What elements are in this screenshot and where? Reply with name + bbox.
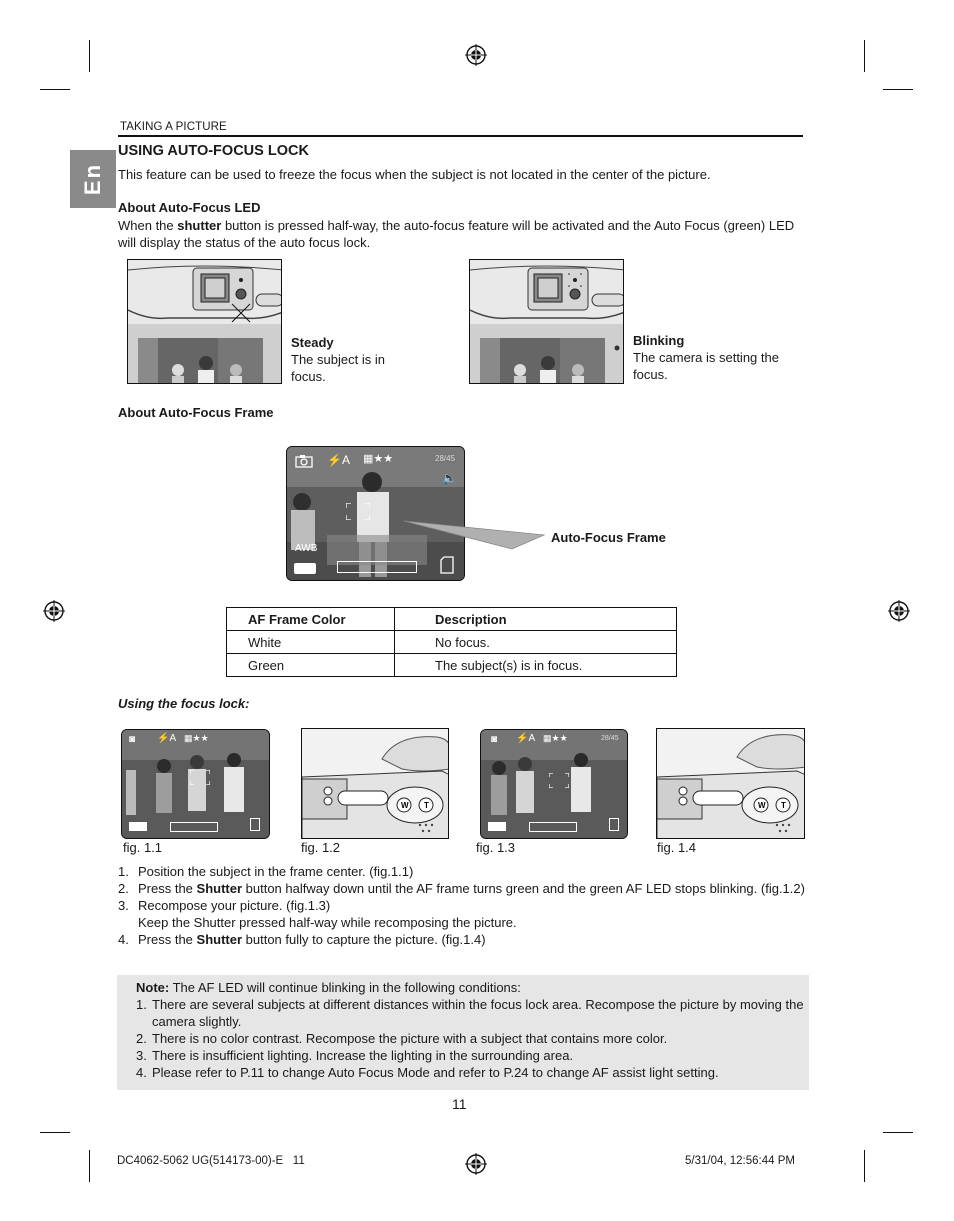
- crop-mark: [864, 40, 865, 72]
- crop-mark: [89, 1150, 90, 1182]
- list-item: [118, 897, 808, 931]
- zoom-bar: [170, 822, 218, 832]
- camera-mode-icon: ◙: [129, 734, 136, 745]
- af-frame: [190, 770, 210, 785]
- steps-list: [118, 863, 808, 948]
- af-color-table: [226, 607, 677, 677]
- list-item: [118, 880, 808, 897]
- note-item-text: There is insufficient lighting. Increase the lighting in the surrounding area.: [152, 1048, 574, 1063]
- figure-label: fig. 1.3: [476, 840, 516, 855]
- flash-auto-icon: ⚡A: [516, 733, 536, 744]
- battery-icon: [294, 563, 316, 574]
- step-number: 4.: [118, 932, 129, 947]
- list-item: [136, 1030, 809, 1047]
- crop-mark: [89, 40, 90, 72]
- camera-mode-icon: [295, 454, 313, 468]
- quality-icon: ▦★★: [184, 733, 209, 743]
- crop-mark: [40, 89, 70, 90]
- figure-label: fig. 1.2: [301, 840, 341, 855]
- figure-1-3-lcd: [480, 729, 628, 839]
- note-item-number: 4.: [136, 1065, 147, 1080]
- led-heading: About Auto-Focus LED: [118, 200, 261, 215]
- page-title: USING AUTO-FOCUS LOCK: [118, 143, 309, 159]
- camera-hand-illustration: [657, 729, 805, 839]
- frame-heading: About Auto-Focus Frame: [118, 405, 274, 420]
- figure-1-1-lcd: [121, 729, 270, 839]
- note-intro: [136, 979, 809, 996]
- footer-left: DC4062-5062 UG(514173-00)-E 11: [117, 1155, 305, 1167]
- figure-label: fig. 1.1: [123, 840, 163, 855]
- note-label: Note:: [136, 980, 170, 995]
- flash-auto-icon: ⚡A: [327, 453, 350, 467]
- memory-card-icon: [609, 818, 619, 831]
- focus-lock-heading: Using the focus lock:: [118, 696, 250, 711]
- note-item-text: There are several subjects at different distances within the focus lock area. Recompose the picture by moving the camera slightly.: [152, 997, 804, 1029]
- intro-text: This feature can be used to freeze the focus when the subject is not located in the center of the picture.: [118, 167, 711, 182]
- speaker-icon: 🔈: [442, 471, 457, 485]
- step-text-part: Keep the Shutter pressed half-way while recomposing the picture.: [138, 915, 517, 930]
- list-item: [118, 931, 808, 948]
- list-item: [118, 863, 808, 880]
- step-text-bold: Shutter: [196, 932, 243, 947]
- camera-mode-icon: ◙: [491, 734, 498, 745]
- step-text-part: button halfway down until the AF frame turns green and the green AF LED stops blinking. (fig.1.2): [242, 881, 805, 896]
- figure-1-4-photo: [656, 728, 805, 839]
- step-text: [138, 931, 486, 948]
- table-header-row: [227, 608, 677, 631]
- figure-label: fig. 1.4: [657, 840, 697, 855]
- zoom-bar: [337, 561, 417, 573]
- lcd-preview: [286, 446, 465, 581]
- table-header: Description: [395, 608, 677, 631]
- list-item: [136, 996, 809, 1030]
- note-item-number: 2.: [136, 1031, 147, 1046]
- note-item-number: 3.: [136, 1048, 147, 1063]
- step-text-bold: Shutter: [196, 881, 243, 896]
- memory-card-icon: [440, 556, 454, 574]
- step-text-part: Press the: [138, 881, 197, 896]
- table-row: [227, 631, 677, 654]
- crop-mark: [40, 1132, 70, 1133]
- led-text-bold: shutter: [177, 218, 222, 233]
- table-header: AF Frame Color: [227, 608, 395, 631]
- footer-right: 5/31/04, 12:56:44 PM: [685, 1155, 795, 1167]
- camera-led-steady-photo: [127, 259, 282, 384]
- svg-text:T: T: [424, 801, 429, 810]
- note-box: [117, 975, 809, 1090]
- callout-pointer: [404, 515, 554, 555]
- step-text-part: Press the: [138, 932, 197, 947]
- svg-text:T: T: [781, 801, 786, 810]
- quality-icon: ▦★★: [363, 453, 394, 465]
- memory-card-icon: [250, 818, 260, 831]
- table-cell: The subject(s) is in focus.: [395, 654, 677, 677]
- led-text-part: When the: [118, 218, 178, 233]
- callout-label: Auto-Focus Frame: [551, 530, 666, 545]
- flash-auto-icon: ⚡A: [157, 733, 177, 744]
- note-intro-text: The AF LED will continue blinking in the following conditions:: [169, 980, 521, 995]
- crop-mark: [883, 1132, 913, 1133]
- blinking-text: The camera is setting the focus.: [633, 350, 779, 382]
- steady-text: The subject is in focus.: [291, 352, 385, 384]
- step-text-part: button fully to capture the picture. (fig.1.4): [242, 932, 486, 947]
- battery-icon: [488, 822, 506, 831]
- blinking-caption: [633, 332, 783, 383]
- blinking-title: Blinking: [633, 333, 685, 348]
- shot-counter: 28/45: [601, 735, 619, 742]
- list-item: [136, 1064, 809, 1081]
- registration-mark-icon: [465, 1153, 487, 1175]
- camera-led-blinking-photo: [469, 259, 624, 384]
- note-item-number: 1.: [136, 997, 147, 1012]
- battery-icon: [129, 822, 147, 831]
- af-frame: [346, 503, 370, 520]
- camera-top-illustration: [470, 260, 624, 384]
- table-cell: White: [227, 631, 395, 654]
- crop-mark: [864, 1150, 865, 1182]
- figure-1-2-photo: [301, 728, 449, 839]
- step-text: [138, 897, 517, 931]
- step-number: 1.: [118, 864, 129, 879]
- table-cell: Green: [227, 654, 395, 677]
- af-frame: [549, 773, 569, 788]
- step-number: 2.: [118, 881, 129, 896]
- quality-icon: ▦★★: [543, 733, 568, 743]
- registration-mark-icon: [465, 44, 487, 66]
- led-paragraph: [118, 217, 808, 251]
- step-text: [138, 880, 805, 897]
- awb-label: AWB: [295, 543, 318, 554]
- led-text-part: button is pressed half-way, the auto-focus feature will be activated and the Auto Focus (green) LED will display the status of the auto focus lock.: [118, 218, 795, 250]
- section-header: TAKING A PICTURE: [120, 121, 227, 133]
- zoom-bar: [529, 822, 577, 832]
- camera-top-illustration: [128, 260, 282, 384]
- registration-mark-icon: [888, 600, 910, 622]
- registration-mark-icon: [43, 600, 65, 622]
- note-item-text: There is no color contrast. Recompose the picture with a subject that contains more color.: [152, 1031, 668, 1046]
- step-text-part: Recompose your picture. (fig.1.3): [138, 898, 331, 913]
- step-number: 3.: [118, 898, 129, 913]
- list-item: [136, 1047, 809, 1064]
- language-tab-label: En: [80, 162, 105, 196]
- page-number: 11: [452, 1096, 467, 1112]
- steady-title: Steady: [291, 335, 334, 350]
- table-row: [227, 654, 677, 677]
- step-text: Position the subject in the frame center. (fig.1.1): [138, 864, 414, 879]
- table-cell: No focus.: [395, 631, 677, 654]
- shot-counter: 28/45: [435, 454, 456, 463]
- language-tab: [70, 150, 116, 208]
- camera-hand-illustration: [302, 729, 449, 839]
- svg-text:W: W: [401, 801, 409, 810]
- crop-mark: [883, 89, 913, 90]
- steady-caption: [291, 334, 421, 385]
- header-rule: [118, 135, 803, 137]
- svg-text:W: W: [758, 801, 766, 810]
- note-item-text: Please refer to P.11 to change Auto Focus Mode and refer to P.24 to change AF assist light setting.: [152, 1065, 719, 1080]
